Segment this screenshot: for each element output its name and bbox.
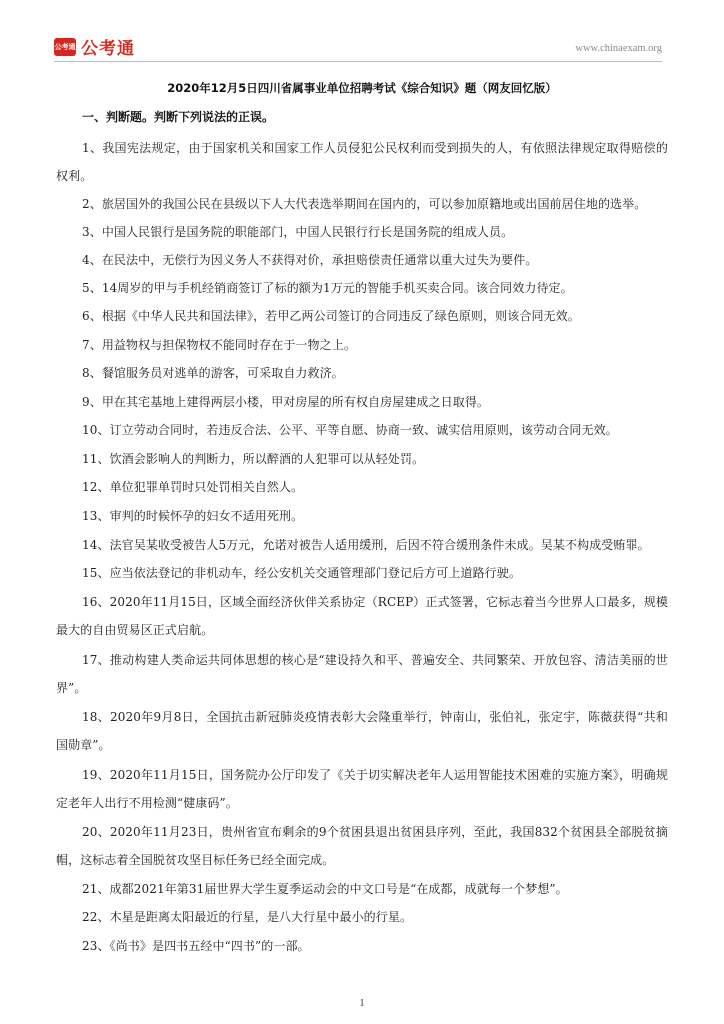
logo-badge-icon: 公考通 xyxy=(54,38,76,56)
question-8: 8、餐馆服务员对逃单的游客，可采取自力救济。 xyxy=(82,366,344,380)
question-19: 19、2020年11月15日，国务院办公厅印发了《关于切实解决老年人运用智能技术困难的实施方案》，明确规定老年人出行不用检测“健康码”。 xyxy=(56,768,668,810)
question-11: 11、饮酒会影响人的判断力，所以醉酒的人犯罪可以从轻处罚。 xyxy=(82,452,425,466)
question-9: 9、甲在其宅基地上建得两层小楼，甲对房屋的所有权自房屋建成之日取得。 xyxy=(82,395,490,409)
logo[interactable] xyxy=(54,34,135,59)
question-10: 10、订立劳动合同时，若违反合法、公平、平等自愿、协商一致、诚实信用原则，该劳动合同无效。 xyxy=(82,423,618,437)
site-url[interactable]: www.chinaexam.org xyxy=(575,43,662,54)
question-23: 23、《尚书》是四书五经中“四书”的一部。 xyxy=(82,939,310,953)
question-6: 6、根据《中华人民共和国法律》，若甲乙两公司签订的合同违反了绿色原则，则该合同无效。 xyxy=(82,309,580,323)
page-header xyxy=(54,34,662,60)
question-22: 22、木星是距离太阳最近的行星，是八大行星中最小的行星。 xyxy=(82,910,413,924)
question-4: 4、在民法中，无偿行为因义务人不获得对价，承担赔偿责任通常以重大过失为要件。 xyxy=(82,253,538,267)
header-divider xyxy=(54,61,662,62)
question-14: 14、法官吴某收受被告人5万元，允诺对被告人适用缓刑，后因不符合缓刑条件未成。吴某不构成受贿罪。 xyxy=(82,538,650,552)
question-2: 2、旅居国外的我国公民在县级以下人大代表选举期间在国内的，可以参加原籍地或出国前居住地的选举。 xyxy=(82,197,647,211)
document-title: 2020年12月5日四川省属事业单位招聘考试《综合知识》题（网友回忆版） xyxy=(167,81,557,95)
question-17: 17、推动构建人类命运共同体思想的核心是“建设持久和平、普遍安全、共同繁荣、开放包容、清洁美丽的世界”。 xyxy=(56,653,668,695)
question-13: 13、审判的时候怀孕的妇女不适用死刑。 xyxy=(82,509,304,523)
question-15: 15、应当依法登记的非机动车，经公安机关交通管理部门登记后方可上道路行驶。 xyxy=(82,566,521,580)
question-3: 3、中国人民银行是国务院的职能部门，中国人民银行行长是国务院的组成人员。 xyxy=(82,225,514,239)
page-number: 1 xyxy=(359,998,365,1009)
question-1: 1、我国宪法规定，由于国家机关和国家工作人员侵犯公民权利而受到损失的人，有依照法律规定取得赔偿的权利。 xyxy=(56,141,668,183)
question-21: 21、成都2021年第31届世界大学生夏季运动会的中文口号是“在成都，成就每一个梦想”。 xyxy=(82,882,568,896)
question-7: 7、用益物权与担保物权不能同时存在于一物之上。 xyxy=(82,338,356,352)
question-12: 12、单位犯罪单罚时只处罚相关自然人。 xyxy=(82,480,304,494)
question-16: 16、2020年11月15日，区域全面经济伙伴关系协定（RCEP）正式签署，它标志着当今世界人口最多，规模最大的自由贸易区正式启航。 xyxy=(56,595,668,637)
section-heading: 一、判断题。判断下列说法的正误。 xyxy=(82,110,275,124)
logo-text: 公考通 xyxy=(81,39,135,59)
question-18: 18、2020年9月8日，全国抗击新冠肺炎疫情表彰大会隆重举行，钟南山，张伯礼，张定宇，陈薇获得“共和国勋章”。 xyxy=(56,710,668,752)
question-5: 5、14周岁的甲与手机经销商签订了标的额为1万元的智能手机买卖合同。该合同效力待定。 xyxy=(82,281,573,295)
question-20: 20、2020年11月23日，贵州省宣布剩余的9个贫困县退出贫困县序列，至此，我国832个贫困县全部脱贫摘帽，这标志着全国脱贫攻坚目标任务已经全面完成。 xyxy=(56,825,668,867)
